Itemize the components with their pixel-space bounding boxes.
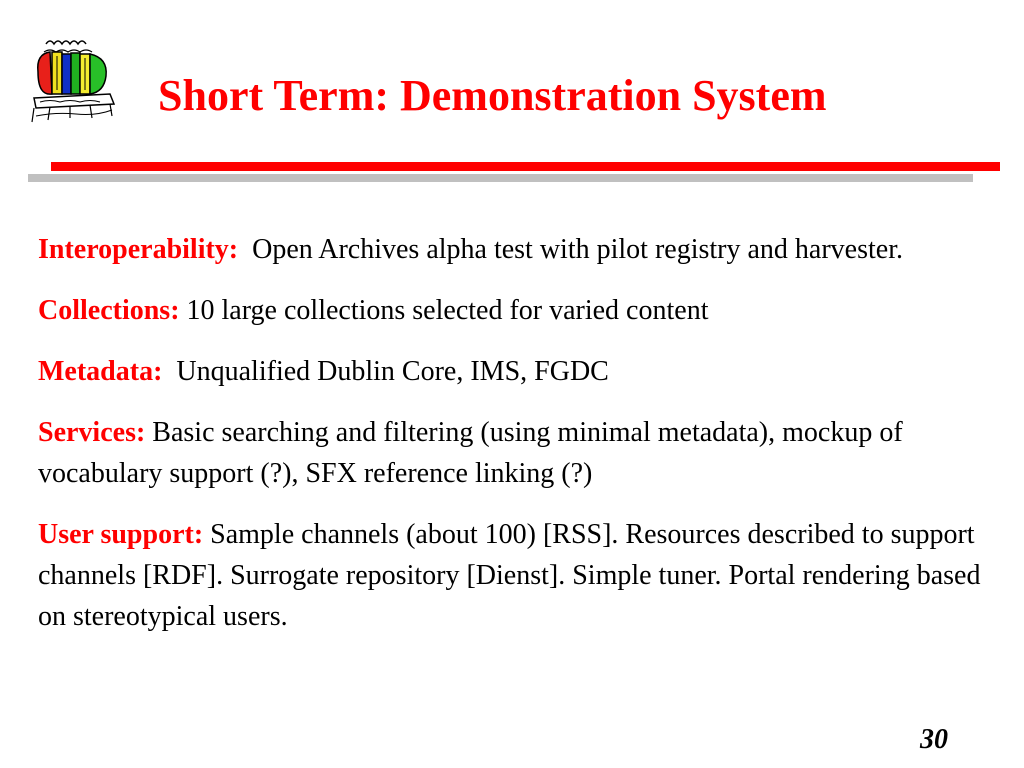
title-divider-shadow	[28, 174, 973, 182]
item-interoperability	[38, 229, 988, 270]
slide-body	[38, 229, 988, 657]
item-text: Open Archives alpha test with pilot registry and harvester.	[252, 234, 903, 265]
library-bookshelf-icon	[30, 32, 120, 124]
item-text: Unqualified Dublin Core, IMS, FGDC	[176, 356, 609, 387]
item-metadata	[38, 351, 988, 392]
item-label: User support:	[38, 519, 204, 550]
title-divider	[28, 162, 1000, 188]
item-text: Sample channels (about 100) [RSS]. Resources described to support channels [RDF]. Surrogate repository [Dienst]. Simple tuner. Portal rendering based on stereotypical users.	[38, 519, 981, 632]
item-text: Basic searching and filtering (using minimal metadata), mockup of vocabulary support (?), SFX reference linking (?)	[38, 417, 903, 489]
item-label: Interoperability:	[38, 234, 239, 265]
item-label: Services:	[38, 417, 146, 448]
item-user-support	[38, 514, 988, 637]
item-collections	[38, 290, 988, 331]
item-text: 10 large collections selected for varied content	[186, 295, 709, 326]
page-number: 30	[920, 724, 948, 755]
item-services	[38, 412, 988, 494]
item-label: Collections:	[38, 295, 180, 326]
item-label: Metadata:	[38, 356, 163, 387]
slide-title: Short Term: Demonstration System	[158, 71, 827, 120]
title-divider-bar	[51, 162, 1000, 171]
